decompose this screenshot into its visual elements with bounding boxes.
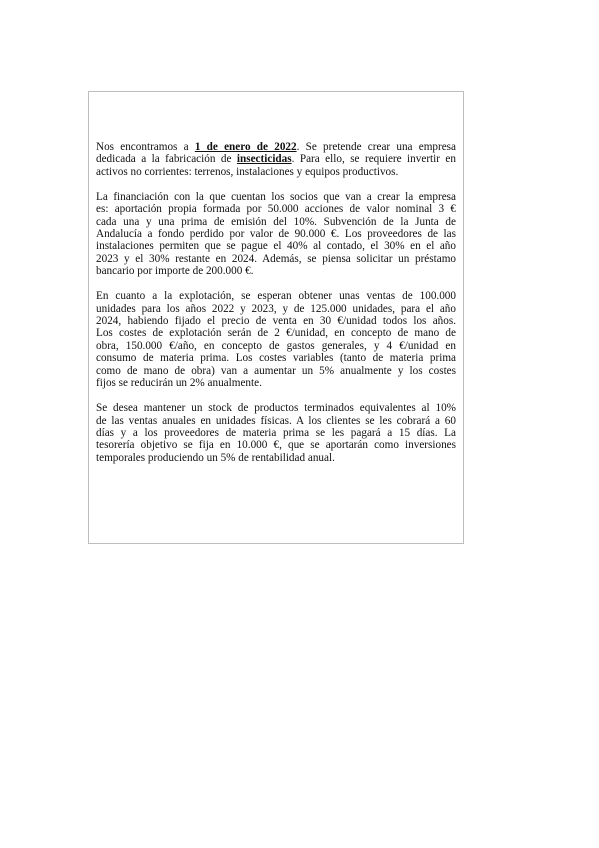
text-line: [96, 191, 456, 203]
text-segment: Nos encontramos a: [96, 141, 195, 153]
text-line: [96, 303, 456, 315]
text-segment: consumo de materia prima. Los costes variables (tanto de materia prima: [96, 352, 456, 365]
paragraph-p1: [96, 141, 456, 178]
text-line: [96, 365, 456, 377]
text-segment: obra, 150.000 €/año, en concepto de gastos generales, y 4 €/unidad en: [96, 339, 456, 352]
text-line: [96, 240, 456, 252]
emphasized-text: 1 de enero de 2022: [194, 141, 297, 153]
text-segment: Se desea mantener un stock de productos terminados equivalentes al 10%: [96, 402, 456, 415]
text-segment: de las ventas anuales en unidades físicas. A los clientes se les cobrará a 60: [96, 414, 456, 427]
text-line: [96, 141, 456, 153]
text-line: [96, 340, 456, 352]
text-segment: como de mano de obra) van a aumentar un 5% anualmente y los costes: [96, 364, 456, 377]
text-line: [96, 315, 456, 327]
text-segment: dedicada a la fabricación de: [96, 153, 237, 166]
text-line: [96, 253, 456, 265]
text-line: [96, 377, 456, 389]
text-segment: Andalucía a fondo perdido por valor de 90.000 €. Los proveedores de las: [96, 228, 456, 241]
text-segment: temporales produciendo un 5% de rentabilidad anual.: [96, 451, 335, 464]
text-line: [96, 327, 456, 339]
text-segment: activos no corrientes: terrenos, instalaciones y equipos productivos.: [96, 165, 399, 178]
text-line: [96, 203, 456, 215]
text-segment: fijos se reducirán un 2% anualmente.: [96, 377, 262, 390]
text-segment: . Para ello, se requiere invertir en: [291, 153, 456, 166]
text-line: [96, 427, 456, 439]
text-line: [96, 265, 456, 277]
text-segment: 2023 y el 30% restante en 2024. Además, se piensa solicitar un préstamo: [96, 252, 456, 265]
emphasized-text: insecticidas: [236, 153, 292, 166]
text-line: [96, 352, 456, 364]
text-segment: . Se pretende crear una empresa: [296, 141, 457, 153]
text-segment: es: aportación propia formada por 50.000 acciones de valor nominal 3 €: [96, 203, 456, 216]
paragraph-p3: [96, 290, 456, 389]
text-line: [96, 153, 456, 165]
paragraph-p4: [96, 402, 456, 464]
text-line: [96, 216, 456, 228]
text-line: [96, 290, 456, 302]
text-segment: tesorería objetivo se fija en 10.000 €, que se aportarán como inversiones: [96, 439, 456, 452]
paragraph-p2: [96, 191, 456, 278]
text-line: [96, 452, 456, 464]
text-segment: cada una y una prima de emisión del 10%. Subvención de la Junta de: [96, 215, 456, 228]
text-segment: La financiación con la que cuentan los socios que van a crear la empresa: [96, 190, 456, 203]
text-line: [96, 415, 456, 427]
text-segment: días y a los proveedores de materia prima se les pagará a 15 días. La: [96, 426, 456, 439]
text-line: [96, 402, 456, 414]
text-line: [96, 228, 456, 240]
text-segment: 2024, habiendo fijado el precio de venta en 30 €/unidad todos los años.: [96, 315, 456, 328]
text-line: [96, 439, 456, 451]
document-body: [96, 141, 456, 477]
document-text-box: [88, 91, 464, 544]
text-segment: Los costes de explotación serán de 2 €/unidad, en concepto de mano de: [96, 327, 456, 340]
text-line: [96, 166, 456, 178]
text-segment: bancario por importe de 200.000 €.: [96, 265, 254, 278]
text-segment: instalaciones permiten que se pague el 40% al contado, el 30% en el año: [96, 240, 456, 253]
text-segment: En cuanto a la explotación, se esperan obtener unas ventas de 100.000: [96, 290, 456, 303]
text-segment: unidades para los años 2022 y 2023, y de 125.000 unidades, para el año: [96, 302, 456, 315]
